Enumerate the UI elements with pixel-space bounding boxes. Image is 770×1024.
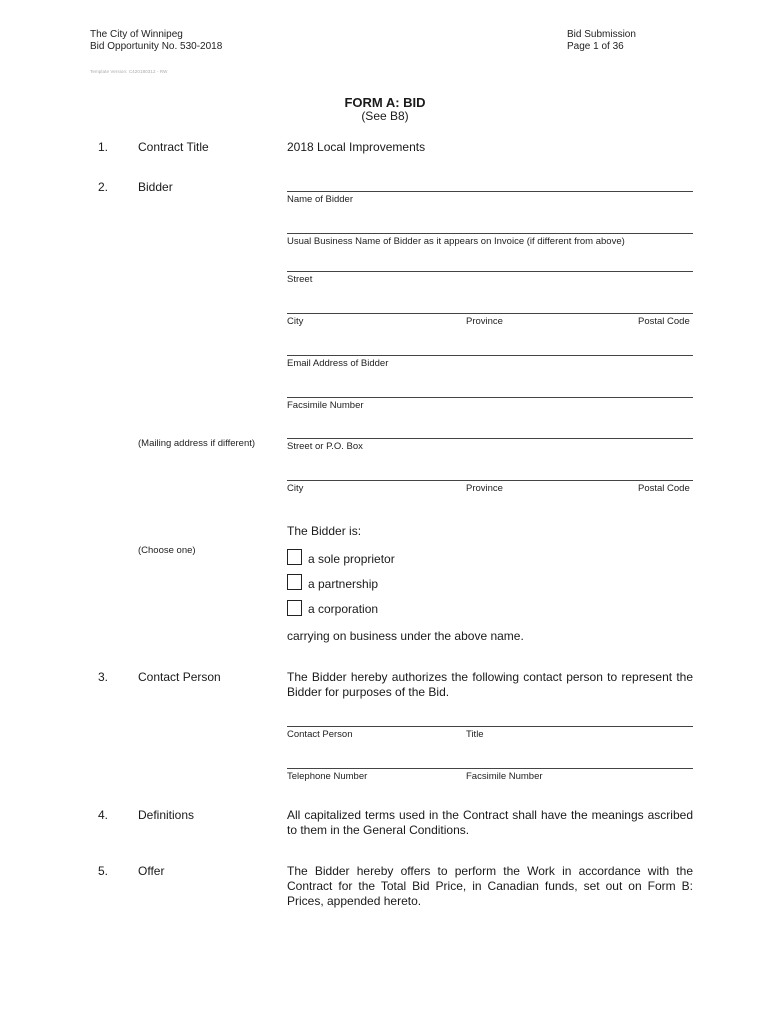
street-line[interactable] — [287, 271, 693, 272]
section-3-number: 3. — [98, 670, 109, 684]
postal-code-caption-2: Postal Code — [638, 483, 690, 494]
telephone-facsimile-line[interactable] — [287, 768, 693, 769]
sole-proprietor-label: a sole proprietor — [308, 552, 395, 566]
section-2-number: 2. — [98, 180, 109, 194]
city-caption: City — [287, 316, 304, 327]
header-bid-submission: Bid Submission — [567, 29, 636, 40]
header-page-number: Page 1 of 36 — [567, 41, 624, 52]
offer-text: The Bidder hereby offers to perform the Work in accordance with the Contract for the Total Bid Price, in Canadian funds, set out on Form B: Prices, appended hereto. — [287, 864, 693, 908]
section-3-label: Contact Person — [138, 670, 221, 684]
section-4-label: Definitions — [138, 808, 195, 822]
street-po-line[interactable] — [287, 438, 693, 439]
facsimile-caption: Facsimile Number — [287, 400, 364, 411]
contact-person-title-line[interactable] — [287, 726, 693, 727]
contact-person-caption: Contact Person — [287, 729, 353, 740]
contact-authorization-text: The Bidder hereby authorizes the following contact person to represent the Bidder for purposes of the Bid. — [287, 670, 693, 699]
name-of-bidder-line[interactable] — [287, 191, 693, 192]
city-province-postal-line-2[interactable] — [287, 480, 693, 481]
bidder-is-heading: The Bidder is: — [287, 524, 362, 538]
section-4-number: 4. — [98, 808, 109, 822]
postal-code-caption: Postal Code — [638, 316, 690, 327]
mailing-address-label: (Mailing address if different) — [138, 438, 256, 449]
city-caption-2: City — [287, 483, 304, 494]
province-caption-2: Province — [466, 483, 503, 494]
section-5-label: Offer — [138, 864, 165, 878]
header-bid-opportunity: Bid Opportunity No. 530-2018 — [90, 41, 223, 52]
usual-business-name-caption: Usual Business Name of Bidder as it appears on Invoice (if different from above) — [287, 236, 625, 247]
section-1-label: Contract Title — [138, 140, 209, 154]
section-2-label: Bidder — [138, 180, 173, 194]
sole-proprietor-checkbox[interactable] — [287, 549, 302, 565]
name-of-bidder-caption: Name of Bidder — [287, 194, 354, 205]
corporation-label: a corporation — [308, 602, 379, 616]
definitions-text: All capitalized terms used in the Contract shall have the meanings ascribed to them in the General Conditions. — [287, 808, 693, 837]
email-caption: Email Address of Bidder — [287, 358, 389, 369]
choose-one-label: (Choose one) — [138, 545, 196, 556]
title-caption: Title — [466, 729, 484, 740]
contact-facsimile-caption: Facsimile Number — [466, 771, 543, 782]
form-title: FORM A: BID — [344, 95, 426, 110]
usual-business-name-line[interactable] — [287, 233, 693, 234]
street-po-caption: Street or P.O. Box — [287, 441, 363, 452]
carrying-on-text: carrying on business under the above name. — [287, 629, 524, 643]
template-version: Template Version: C420180312 - RW — [90, 69, 168, 74]
partnership-checkbox[interactable] — [287, 574, 302, 590]
street-caption: Street — [287, 274, 313, 285]
section-1-number: 1. — [98, 140, 109, 154]
city-province-postal-line[interactable] — [287, 313, 693, 314]
email-line[interactable] — [287, 355, 693, 356]
header-city: The City of Winnipeg — [90, 29, 183, 40]
province-caption: Province — [466, 316, 503, 327]
telephone-caption: Telephone Number — [287, 771, 368, 782]
facsimile-line[interactable] — [287, 397, 693, 398]
partnership-label: a partnership — [308, 577, 379, 591]
section-5-number: 5. — [98, 864, 109, 878]
form-subtitle: (See B8) — [361, 109, 409, 123]
corporation-checkbox[interactable] — [287, 600, 302, 616]
contract-title-value: 2018 Local Improvements — [287, 140, 426, 154]
